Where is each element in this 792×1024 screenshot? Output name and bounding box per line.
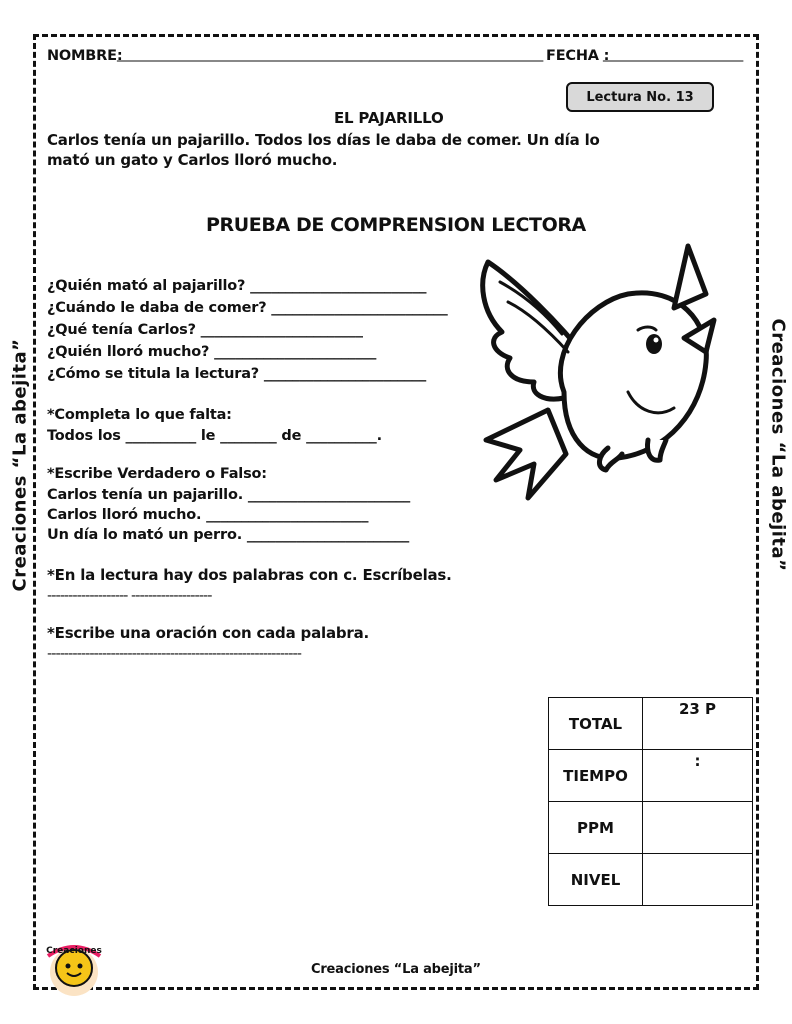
abejita-logo [38,940,110,996]
question-1: ¿Quién mató al pajarillo? _________________________ [47,278,427,294]
sentence-heading: *Escribe una oración con cada palabra. [47,624,370,642]
score-row-tiempo [549,750,753,802]
side-credit-right: Creaciones “La abejita” [767,318,789,572]
lectura-number-badge: Lectura No. 13 [566,82,714,112]
question-4: ¿Quién lloró mucho? _______________________ [47,344,377,360]
ppm-value[interactable] [643,802,753,854]
question-5: ¿Cómo se titula la lectura? _______________________ [47,366,427,382]
true-false-item-2: Carlos lloró mucho. _______________________ [47,507,369,523]
reading-line-1: Carlos tenía un pajarillo. Todos los días le daba de comer. Un día lo [47,131,600,149]
side-credit-left: Creaciones “La abejita” [9,338,31,592]
score-row-total [549,698,753,750]
true-false-heading: *Escribe Verdadero o Falso: [47,466,267,482]
nivel-label: NIVEL [549,854,643,906]
reading-title: EL PAJARILLO [334,109,444,127]
nombre-label: NOMBRE: [47,48,123,64]
tiempo-label: TIEMPO [549,750,643,802]
fecha-label: FECHA : [546,48,610,64]
ppm-label: PPM [549,802,643,854]
score-table [548,697,753,906]
c-words-line[interactable]: ------------------- ------------------- [47,588,212,604]
bird-illustration [478,242,723,502]
complete-line: Todos los __________ le ________ de __________. [47,428,382,444]
tiempo-value[interactable]: : [643,750,753,802]
footer-credit: Creaciones “La abejita” [311,962,481,977]
sentence-line[interactable]: ------------------------------------------------------------ [47,646,301,662]
reading-line-2: mató un gato y Carlos lloró mucho. [47,151,338,169]
true-false-item-1: Carlos tenía un pajarillo. _______________________ [47,487,411,503]
question-3: ¿Qué tenía Carlos? _______________________ [47,322,363,338]
total-value[interactable]: 23 P [643,698,753,750]
true-false-item-3: Un día lo mató un perro. _______________________ [47,527,410,543]
nivel-value[interactable] [643,854,753,906]
score-row-nivel [549,854,753,906]
score-row-ppm [549,802,753,854]
complete-heading: *Completa lo que falta: [47,407,232,423]
question-2: ¿Cuándo le daba de comer? _________________________ [47,300,448,316]
c-words-heading: *En la lectura hay dos palabras con c. Escríbelas. [47,566,452,584]
fecha-line[interactable]: _____________________ [603,46,743,62]
logo-text: Creaciones [46,946,102,956]
test-title: PRUEBA DE COMPRENSION LECTORA [206,214,586,236]
nombre-line[interactable]: ________________________________________________________________ [117,46,543,62]
total-label: TOTAL [549,698,643,750]
